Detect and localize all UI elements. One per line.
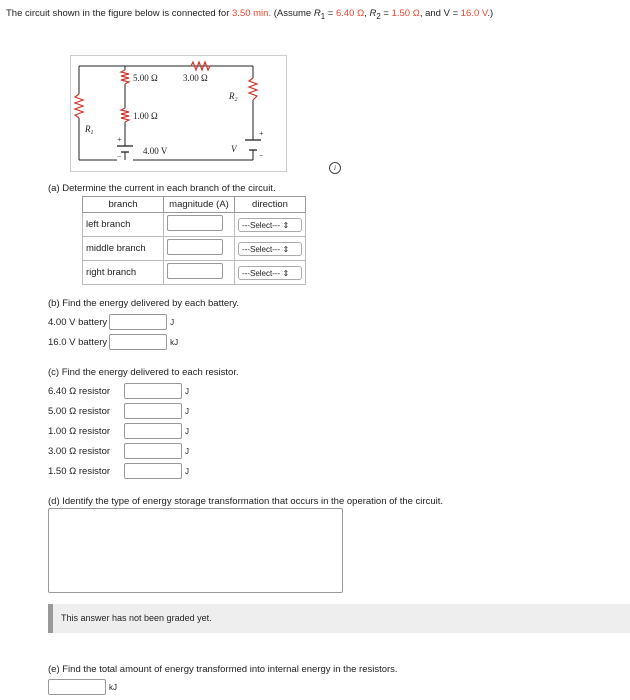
resistor-row: 6.40 Ω resistor J [48, 383, 189, 399]
table-row [83, 261, 306, 285]
resistor-label: 6.40 Ω resistor [48, 385, 111, 397]
battery-16v-label: 16.0 V battery [48, 336, 108, 348]
label-3-ohm: 3.00 Ω [183, 73, 208, 83]
chevron-updown-icon: ⇕ [282, 220, 290, 230]
resistor-label: 1.00 Ω resistor [48, 425, 111, 437]
part-c-question: (c) Find the energy delivered to each resistor. [48, 367, 239, 378]
header-magnitude: magnitude (A) [164, 197, 235, 213]
battery-16v-row [48, 334, 178, 350]
resistor-label: 3.00 Ω resistor [48, 445, 111, 457]
branch-name: right branch [83, 261, 164, 285]
circuit-figure [70, 55, 287, 172]
battery-4v-row [48, 314, 174, 330]
battery-4v-unit: J [170, 317, 175, 327]
resistor-1-00-input[interactable] [124, 423, 182, 439]
resistor-row: 1.50 Ω resistor J [48, 463, 189, 479]
chevron-updown-icon: ⇕ [282, 244, 290, 254]
battery-4v-label: 4.00 V battery [48, 316, 108, 328]
resistor-5-00-input[interactable] [124, 403, 182, 419]
resistor-r1 [75, 94, 83, 118]
resistor-row: 3.00 Ω resistor J [48, 443, 189, 459]
grading-status: This answer has not been graded yet. [48, 604, 630, 633]
resistor-6-40-input[interactable] [124, 383, 182, 399]
resistor-label: 1.50 Ω resistor [48, 465, 111, 477]
plus-4v: + [117, 135, 122, 144]
middle-direction-select[interactable]: ---Select--- ⇕ [238, 242, 302, 256]
branch-table [82, 196, 306, 285]
resistor-r2 [249, 78, 257, 100]
label-1-ohm: 1.00 Ω [133, 111, 158, 121]
header-branch: branch [83, 197, 164, 213]
problem-statement: The circuit shown in the figure below is connected for 3.50 min. (Assume $R_1 = 6.40$ Ω, $R_2 = 1.50$ Ω, and V = 16.0 V.) [6, 8, 494, 21]
part-d-question: (d) Identify the type of energy storage transformation that occurs in the operation of the circuit. [48, 496, 443, 507]
r1-value: 6.40 Ω [335, 8, 365, 19]
label-r2: $R_2$ [229, 91, 238, 103]
resistor-3-00-input[interactable] [124, 443, 182, 459]
branch-name: left branch [83, 213, 164, 237]
left-direction-select[interactable]: ---Select--- ⇕ [238, 218, 302, 232]
resistor-row: 1.00 Ω resistor J [48, 423, 189, 439]
right-magnitude-input[interactable] [167, 263, 223, 279]
label-v: V [231, 144, 237, 154]
plus-v: + [259, 129, 264, 138]
left-magnitude-input[interactable] [167, 215, 223, 231]
right-direction-select[interactable]: ---Select--- ⇕ [238, 266, 302, 280]
header-direction: direction [235, 197, 306, 213]
label-r1: $R_1$ [85, 124, 94, 136]
resistor-1-ohm [121, 108, 129, 122]
part-e-unit: kJ [109, 682, 117, 692]
resistor-label: 5.00 Ω resistor [48, 405, 111, 417]
r2-value: 1.50 Ω [391, 8, 420, 19]
battery-4v-input[interactable] [109, 314, 167, 330]
part-a-question: (a) Determine the current in each branch of the circuit. [48, 183, 276, 194]
resistor-row: 5.00 Ω resistor J [48, 403, 189, 419]
info-icon[interactable]: i [329, 162, 341, 174]
chevron-updown-icon: ⇕ [282, 268, 290, 278]
resistor-1-50-input[interactable] [124, 463, 182, 479]
table-header [83, 197, 306, 213]
middle-magnitude-input[interactable] [167, 239, 223, 255]
table-row [83, 237, 306, 261]
label-5-ohm: 5.00 Ω [133, 73, 158, 83]
part-e-input[interactable] [48, 679, 106, 695]
part-d-answer-textarea[interactable] [48, 508, 343, 593]
battery-16v-input[interactable] [109, 334, 167, 350]
part-b-question: (b) Find the energy delivered by each battery. [48, 298, 239, 309]
minus-v: − [259, 151, 264, 160]
time-value: 3.50 min. [232, 8, 272, 19]
v-value: 16.0 V [460, 8, 488, 19]
table-row [83, 213, 306, 237]
battery-16v-unit: kJ [170, 337, 179, 347]
label-4v: 4.00 V [143, 146, 168, 156]
circuit-diagram [71, 56, 286, 171]
part-e-row [48, 679, 117, 695]
branch-name: middle branch [83, 237, 164, 261]
resistor-5-ohm [121, 70, 129, 84]
minus-4v: − [117, 152, 122, 161]
part-e-question: (e) Find the total amount of energy transformed into internal energy in the resistors. [48, 664, 398, 675]
